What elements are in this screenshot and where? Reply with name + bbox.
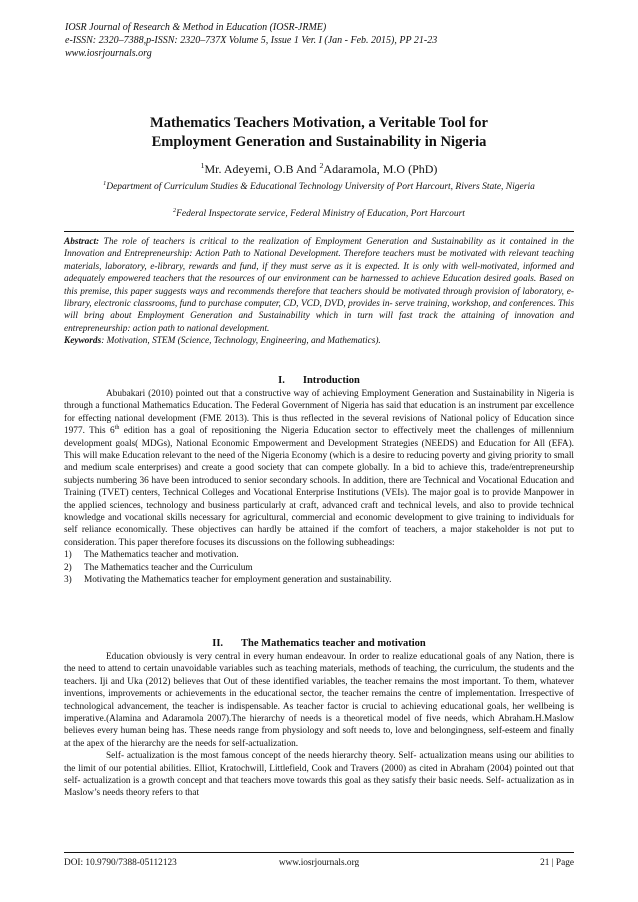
affiliation-1-text: Department of Curriculum Studies & Educational Technology University of Port Harcourt, Rivers State, Nigeria bbox=[106, 182, 535, 192]
section-1-title: Introduction bbox=[302, 375, 360, 386]
list-item-number: 2) bbox=[64, 562, 72, 573]
footer-page-number: 21 | Page bbox=[540, 858, 574, 868]
list-item bbox=[64, 574, 574, 586]
section-1-heading bbox=[64, 374, 574, 387]
list-item bbox=[64, 562, 574, 574]
footer-website: www.iosrjournals.org bbox=[278, 858, 360, 868]
section-2-paragraph-1: Education obviously is very central in every human endeavour. In order to realize educational goals of any Nation, there is the need to attend to certain unavoidable variables such as teaching materials, methods of teaching, the curriculum, the students and the teachers. Iji and Uka (2012) believes that Out of these identified variables, the teacher remains the most important. To them, whatever inventions, improvements or achievements in the educational sector, the teacher remains the centre of implementation. Irrespective of technological advancement, the teacher is indispensable. As teacher factor is crucial to achieving educational goals, her wellbeing is imperative.(Alamina and Adaramola 2007).The hierarchy of needs is a theoretical model of five needs, which Abraham.H.Maslow believes every human being has. These needs range from physiology and soft needs to, love and belongingness, self-esteem and finally at the apex of the hierarchy are the needs for self-actualization. bbox=[64, 652, 574, 749]
subheading-list bbox=[64, 549, 574, 586]
list-item-number: 1) bbox=[64, 550, 72, 561]
section-1-text-b: edition has a goal of repositioning the Nigeria Education sector to effectively meet the challenges of millennium development goals( MDGs), National Economic Empowerment and Development Strategies (NEEDS) and Education for All (EFA). This will make Education relevant to the need of the Nigeria Economy (which is a desire to reducing poverty and giving priority to small and medium scale enterprises) and create a good society that can compete globally. In a bid to achieve this, trade/entrepreneurship subjects numbering 36 have been introduced to senior secondary schools. In addition, there are Technical and Vocational Education and Training (TVET) centers, Technical Colleges and Vocational Enterprise Institutions (VEIs). The major goal is to provide Manpower in the applied sciences, technology and business particularly at craft, advanced craft and technical levels, and also to provide technical knowledge and vocational skills necessary for agricultural, commercial and economic development to give training to individuals for self reliance economically. These objectives can hardly be attained if the comfort of teachers, a major stakeholder is not put to consideration. This paper therefore focuses its discussions on the following subheadings: bbox=[64, 426, 574, 548]
section-2-heading bbox=[64, 637, 574, 650]
affiliation-2-marker: 2 bbox=[173, 207, 177, 214]
section-2-body bbox=[64, 651, 574, 800]
affiliation-1-marker: 1 bbox=[103, 180, 107, 187]
section-1-paragraph bbox=[64, 388, 574, 549]
list-item-number: 3) bbox=[64, 575, 72, 586]
abstract bbox=[64, 236, 574, 348]
list-item bbox=[64, 549, 574, 561]
list-item-text: Motivating the Mathematics teacher for employment generation and sustainability. bbox=[84, 575, 392, 586]
author-line bbox=[60, 161, 578, 177]
paper-title-line-2: Employment Generation and Sustainability in Nigeria bbox=[151, 134, 487, 150]
keywords-label: Keywords bbox=[64, 336, 102, 347]
keywords-text: : Motivation, STEM (Science, Technology, Engineering, and Mathematics). bbox=[101, 336, 381, 347]
affiliation-2 bbox=[80, 208, 558, 221]
paper-title-line-1: Mathematics Teachers Motivation, a Veritable Tool for bbox=[150, 115, 488, 131]
journal-issn: e-ISSN: 2320–7388,p-ISSN: 2320–737X Volume 5, Issue 1 Ver. I (Jan - Feb. 2015), PP 21-23 bbox=[65, 35, 438, 46]
author-1-marker: 1 bbox=[200, 161, 205, 170]
affiliation-1 bbox=[80, 181, 558, 194]
bottom-divider bbox=[64, 852, 574, 853]
section-1-text-a: Abubakari (2010) pointed out that a constructive way of achieving Employment Generation and Sustainability in Nigeria is through a functional Mathematics Education. The Federal Government of Nigeria has said that education is an instrument par excellence for effecting national development (FME 2013). This is thus reflected in the several revisions of National policy of Education since 1977. This 6 bbox=[64, 389, 574, 437]
section-2-title: The Mathematics teacher and motivation bbox=[241, 638, 426, 649]
journal-name: IOSR Journal of Research & Method in Education (IOSR-JRME) bbox=[65, 22, 327, 33]
affiliation-2-text: Federal Inspectorate service, Federal Ministry of Education, Port Harcourt bbox=[176, 209, 465, 219]
section-2-paragraph-2: Self- actualization is the most famous concept of the needs hierarchy theory. Self- actualization means using our abilities to the limit of our potential abilities. Elliot, Kratochwill, Littlefield, Cook and Travers (2000) as cited in Abraham (2004) pointed out that self- actualization is a growth concept and that teachers move towards this goal as they satisfy their basic needs. Self- actualization as in Maslow’s needs theory refers to that bbox=[64, 751, 574, 799]
section-2-number: II. bbox=[212, 638, 224, 649]
author-1: Mr. Adeyemi, O.B And bbox=[204, 162, 320, 176]
edition-superscript: th bbox=[114, 425, 120, 432]
author-2: Adaramola, M.O (PhD) bbox=[323, 162, 438, 176]
footer-doi: DOI: 10.9790/7388-05112123 bbox=[64, 858, 177, 868]
section-1-number: I. bbox=[278, 375, 285, 386]
list-item-text: The Mathematics teacher and the Curriculum bbox=[84, 562, 253, 573]
paper-title bbox=[60, 114, 578, 152]
abstract-text: The role of teachers is critical to the realization of Employment Generation and Sustainability as it contained in the Innovation and Entrepreneurship: Action Path to National Development. Therefore teachers must be motivated with relevant teaching materials, laboratory, e-library, rewards and fund, if they must serve as it is expected. It is only with well-motivated, informed and adequately empowered teachers that the resources of our environment can be harnessed to achieve Education desired goals. Based on this premise, this paper suggests ways and recommends therefore that teachers should be motivated through provision of laboratory, e-library, electronic classrooms, fund to purchase computer, CD, VCD, DVD, provides in- serve training, workshop, and conferences. This will bring about Employment Generation and Sustainability which in turn will fast track the attaining of innovation and entrepreneurship: action path to national development. bbox=[64, 237, 575, 334]
list-item-text: The Mathematics teacher and motivation. bbox=[84, 550, 239, 561]
author-2-marker: 2 bbox=[319, 161, 324, 170]
journal-header bbox=[65, 21, 565, 60]
section-1-body bbox=[64, 388, 574, 587]
abstract-label: Abstract: bbox=[64, 237, 100, 247]
top-divider bbox=[64, 231, 574, 232]
journal-website: www.iosrjournals.org bbox=[65, 48, 152, 59]
